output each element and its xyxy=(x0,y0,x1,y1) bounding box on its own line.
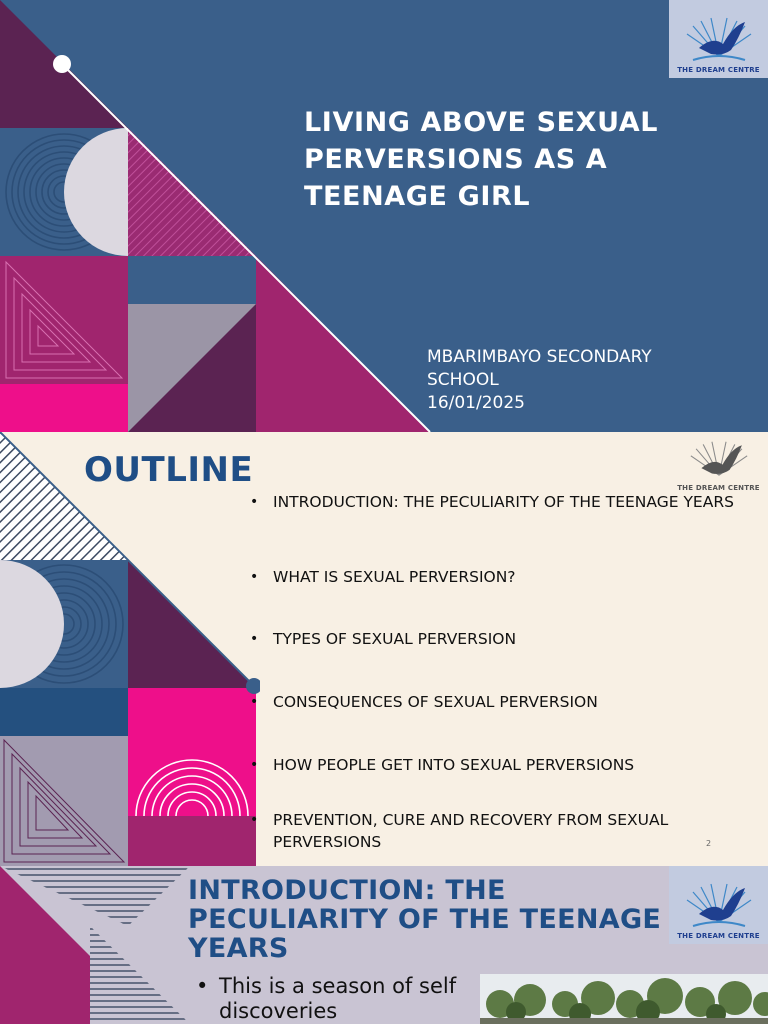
bullet-icon: • xyxy=(250,694,259,710)
dream-centre-logo xyxy=(669,866,768,944)
logo-text: THE DREAM CENTRE xyxy=(677,932,760,940)
list-item: • INTRODUCTION: THE PECULIARITY OF THE TEENAGE YEARS xyxy=(250,493,734,511)
presentation-date: 16/01/2025 xyxy=(427,393,525,413)
bullet-icon: • xyxy=(196,974,209,998)
logo-text: THE DREAM CENTRE xyxy=(677,484,760,492)
bullet-icon: • xyxy=(250,812,259,828)
bullet-icon: • xyxy=(250,494,259,510)
list-item: • HOW PEOPLE GET INTO SEXUAL PERVERSIONS xyxy=(250,756,635,774)
bullet-icon: • xyxy=(250,631,259,647)
eagle-logo-icon xyxy=(679,882,759,932)
outline-heading: OUTLINE xyxy=(84,450,254,490)
list-item: • CONSEQUENCES OF SEXUAL PERVERSION xyxy=(250,693,598,711)
bullet-icon: • xyxy=(250,569,259,585)
school-name-line-1: MBARIMBAYO SECONDARY xyxy=(427,347,652,367)
list-item: • PREVENTION, CURE AND RECOVERY FROM SEXUAL PERVERSIONS xyxy=(250,811,669,851)
dream-centre-logo xyxy=(669,0,768,78)
logo-text: THE DREAM CENTRE xyxy=(677,66,760,74)
geometric-decoration xyxy=(0,432,260,866)
geometric-decoration xyxy=(0,866,190,1024)
introduction-heading: INTRODUCTION: THE PECULIARITY OF THE TEENAGE YEARS xyxy=(188,875,662,964)
title-slide xyxy=(0,0,768,432)
page-number: 2 xyxy=(706,839,712,848)
list-item: • This is a season of self discoveries xyxy=(196,974,457,1023)
introduction-slide xyxy=(0,866,768,1024)
school-name-line-2: SCHOOL xyxy=(427,370,499,390)
dream-centre-logo xyxy=(669,432,768,494)
bullet-icon: • xyxy=(250,757,259,773)
eagle-logo-icon xyxy=(681,440,757,484)
list-item: • WHAT IS SEXUAL PERVERSION? xyxy=(250,568,516,586)
outline-slide xyxy=(0,432,768,866)
list-item: • TYPES OF SEXUAL PERVERSION xyxy=(250,630,517,648)
eagle-logo-icon xyxy=(679,16,759,66)
outdoor-photo xyxy=(480,974,768,1024)
presentation-title: LIVING ABOVE SEXUAL PERVERSIONS AS A TEENAGE GIRL xyxy=(304,107,659,212)
